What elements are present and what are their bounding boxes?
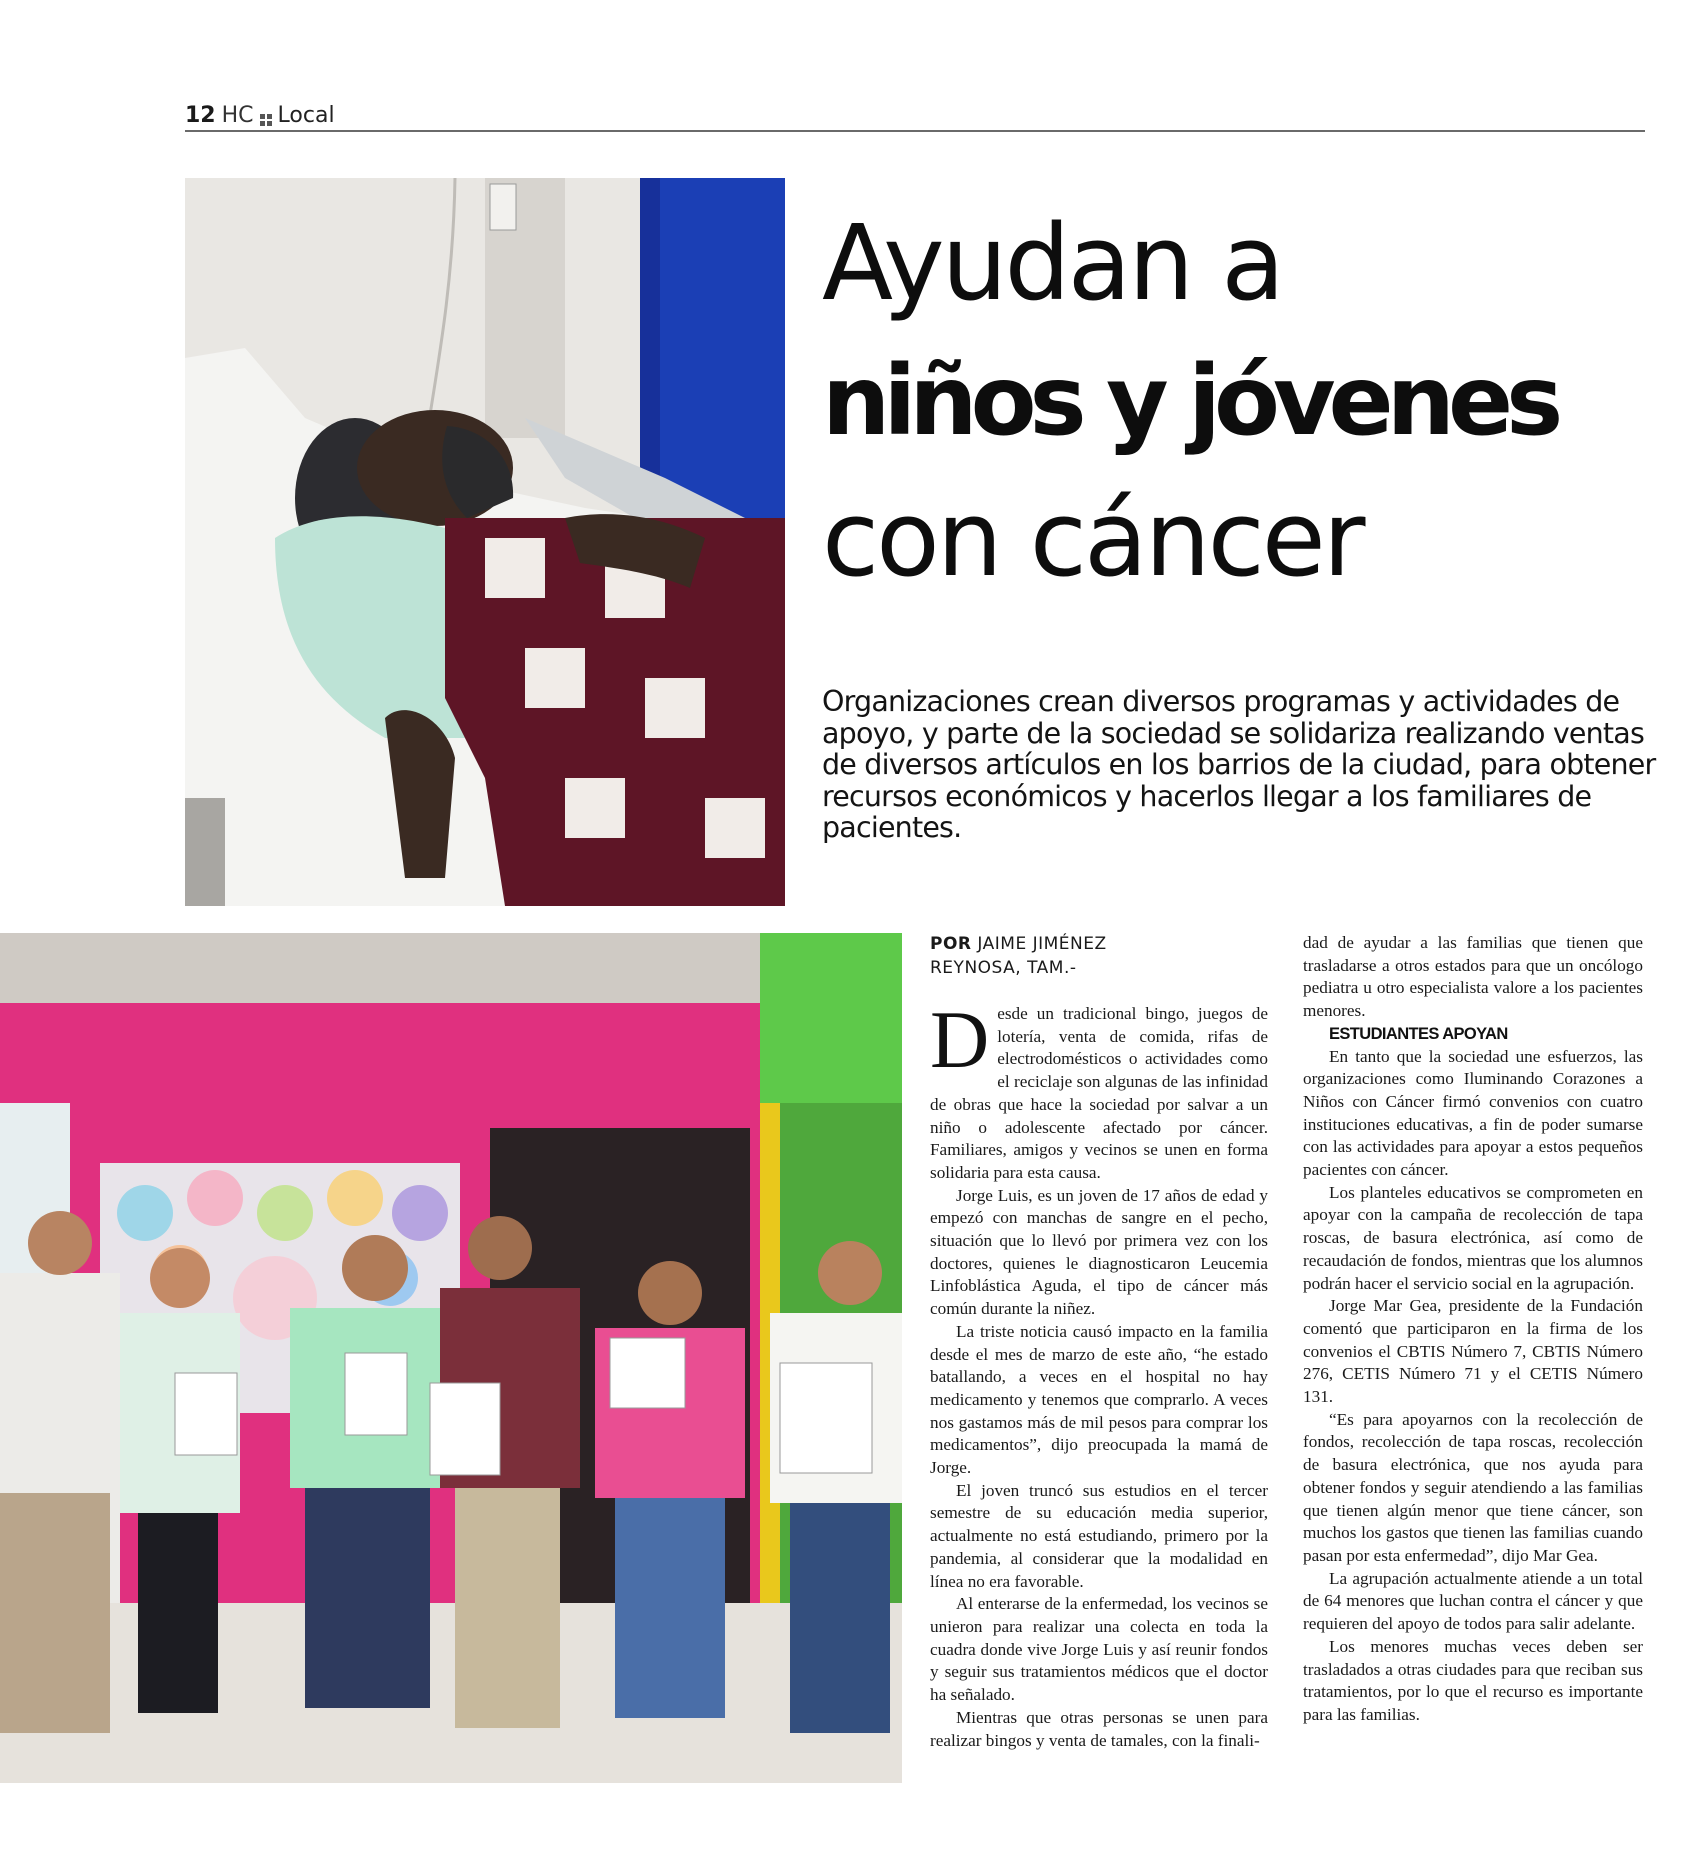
body-paragraph: Jorge Mar Gea, presidente de la Fundación comentó que participaron en la firma de los convenios el CBTIS Número 7, CBTIS Número 276, CETIS Número 71 y el CETIS Número 131. [1303,1296,1643,1407]
body-paragraph-text: esde un tradicional bingo, juegos de lotería, venta de comida, rifas de electrodomésticos o actividades como el reciclaje son algunas de las infinidad de obras que hace la sociedad por salvar a un niño o adolescente afectado por cáncer. Familiares, amigos y vecinos se unen en forma solidaria para esta causa. [930,1004,1268,1182]
article-headline [822,195,1662,607]
byline [930,932,1260,980]
body-paragraph: La agrupación actualmente atiende a un total de 64 menores que luchan contra el cáncer y que requieren del apoyo de todos para salir adelante. [1303,1568,1643,1634]
byline-prefix: POR [930,934,972,954]
body-paragraph: La triste noticia causó impacto en la familia desde el mes de marzo de este año, “he estado batallando, a veces en el hospital no hay medicamento y tenemos que comprarlo. A veces nos gastamos más de mil pesos para comprar los medicamentos”, dijo preocupada la mamá de Jorge. [930,1321,1268,1478]
brand-dots-icon [260,114,272,126]
headline-line-1: Ayudan a [822,202,1282,324]
hospital-photo-illustration [185,178,785,906]
body-paragraph: Jorge Luis, es un joven de 17 años de edad y empezó con manchas de sangre en el pecho, situación que lo llevó por primera vez con los doctores, quienes le diagnosticaron Leucemia Linfoblástica Aguda, el tipo de cáncer más común durante la niñez. [930,1185,1268,1319]
body-paragraph [930,994,1268,1185]
article-column-1 [930,994,1268,1752]
group-photo-illustration [0,933,902,1783]
header-rule [185,130,1645,132]
body-paragraph: Los menores muchas veces deben ser trasladados a otras ciudades para que reciban sus tratamientos, por lo que el recurso es importante para las familias. [1303,1636,1643,1724]
body-paragraph: Al enterarse de la enfermedad, los vecinos se unieron para realizar una colecta en toda la cuadra donde vive Jorge Luis y así reunir fondos y seguir sus tratamientos médicos que el doctor ha señalado. [930,1594,1268,1705]
page-folio [185,103,335,131]
body-paragraph: Mientras que otras personas se unen para realizar bingos y venta de tamales, con la finali- [930,1707,1268,1750]
subhead: ESTUDIANTES APOYAN [1329,1024,1508,1043]
headline-line-3: con cáncer [822,478,1363,600]
byline-dateline: REYNOSA, TAM.- [930,958,1077,978]
group-photo [0,933,902,1783]
body-paragraph-continued: dad de ayudar a las familias que tienen que trasladarse a otros estados para que un oncólogo pediatra u otro especialista valore a los pacientes menores. [1303,933,1643,1021]
section-name: Local [277,103,335,128]
body-paragraph: Los planteles educativos se comprometen en apoyar con la campaña de recolección de tapa roscas, de basura electrónica, así como de recaudación de fondos, mientras que los alumnos podrán hacer el servicio social en la agrupación. [1303,1182,1643,1293]
headline-line-2: niños y jóvenes [822,345,1557,457]
drop-cap: D [930,994,990,1085]
body-paragraph: El joven truncó sus estudios en el tercer semestre de su educación media superior, actualmente no está estudiando, primero por la pandemia, al considerar que la modalidad en línea no era favorable. [930,1480,1268,1591]
byline-author-line [930,932,1260,956]
article-column-2 [1303,932,1643,1727]
byline-author: JAIME JIMÉNEZ [977,934,1107,954]
body-paragraph: “Es para apoyarnos con la recolección de fondos, recolección de tapa roscas, recolección de basura electrónica, que nos ayuda para obtener fondos y seguir atendiendo a las familias que tienen algún menor que tiene cáncer, son muchos los gastos que tienen las familias cuando pasan por esta enfermedad”, dijo Mar Gea. [1303,1409,1643,1565]
newspaper-brand: HC [221,103,254,128]
body-paragraph: En tanto que la sociedad une esfuerzos, las organizaciones como Iluminando Corazones a Niños con Cáncer firmó convenios con cuatro instituciones educativas, a fin de poder sumarse con las actividades para apoyar a estos pequeños pacientes con cáncer. [1303,1046,1643,1180]
article-dek: Organizaciones crean diversos programas y actividades de apoyo, y parte de la sociedad se solidariza realizando ventas de diversos artículos en los barrios de la ciudad, para obtener recursos económicos y hacerlos llegar a los familiares de pacientes. [822,685,1656,844]
page-number: 12 [185,103,216,128]
hospital-photo [185,178,785,906]
